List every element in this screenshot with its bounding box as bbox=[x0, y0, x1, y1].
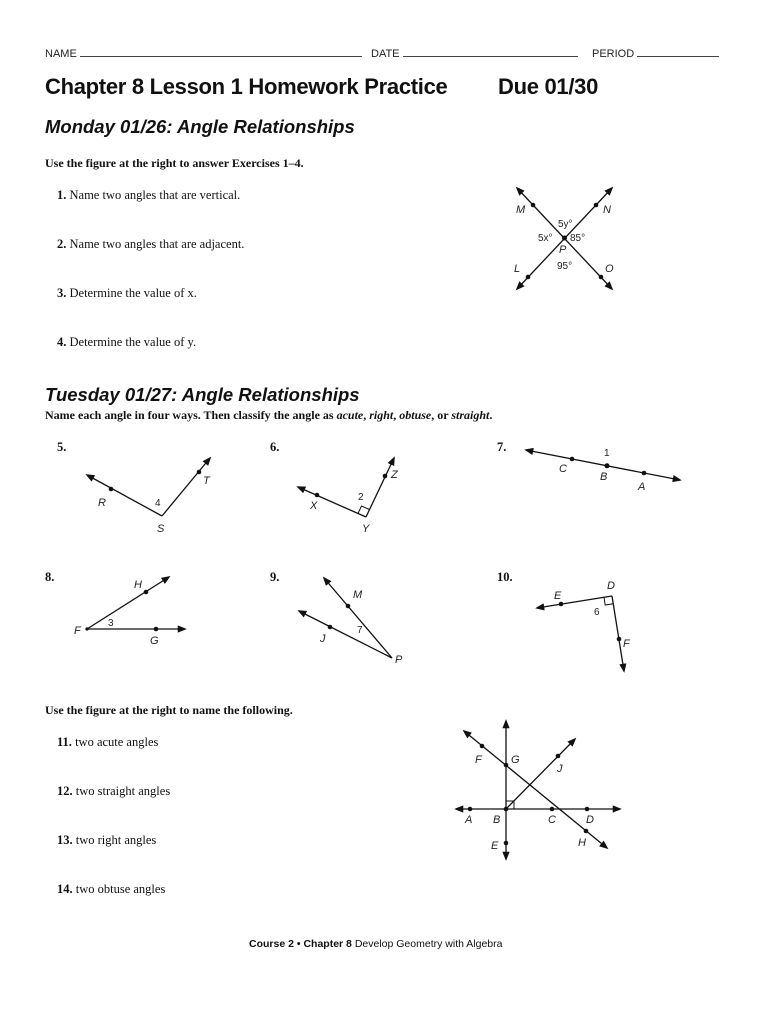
period-field-row bbox=[592, 46, 719, 60]
exercise-12 bbox=[57, 784, 170, 799]
label-l: L bbox=[514, 263, 521, 275]
angle-3: 3 bbox=[108, 618, 114, 629]
angle-5y: 5y° bbox=[558, 219, 573, 230]
tuesday-heading: Tuesday 01/27: Angle Relationships bbox=[45, 384, 360, 405]
exercise-text: two right angles bbox=[75, 833, 157, 847]
angle-7: 7 bbox=[357, 625, 363, 636]
label-t: T bbox=[203, 475, 210, 487]
label-r: R bbox=[98, 497, 106, 509]
label-p: P bbox=[559, 244, 567, 256]
exercise-11 bbox=[57, 735, 158, 750]
exercise-14 bbox=[57, 882, 165, 897]
straight-angle-figure bbox=[510, 440, 695, 500]
angle-6: 6 bbox=[594, 607, 600, 618]
instruction-lead: Name each angle in four ways. Then classify the angle as bbox=[45, 408, 337, 422]
name-blank[interactable] bbox=[80, 46, 362, 57]
problem-7-number: 7. bbox=[497, 440, 507, 454]
page-title: Chapter 8 Lesson 1 Homework Practice bbox=[45, 74, 448, 99]
exercise-3 bbox=[57, 286, 197, 301]
label-a: A bbox=[465, 814, 473, 826]
footer-course: Course 2 bbox=[249, 938, 294, 950]
label-x: X bbox=[310, 500, 318, 512]
point-o bbox=[599, 275, 604, 280]
label-y: Y bbox=[362, 523, 370, 535]
angle-rst-figure bbox=[80, 455, 240, 540]
exercise-text: Name two angles that are vertical. bbox=[69, 188, 241, 202]
label-g: G bbox=[150, 635, 159, 647]
monday-instruction: Use the figure at the right to answer Exercises 1–4. bbox=[45, 156, 304, 170]
exercise-number: 14. bbox=[57, 882, 73, 896]
footer-bullet: • bbox=[296, 938, 301, 950]
exercise-1 bbox=[57, 188, 240, 203]
exercise-text: Determine the value of x. bbox=[69, 286, 197, 300]
angle-4: 4 bbox=[155, 498, 161, 509]
label-h: H bbox=[134, 579, 142, 591]
angle-5x: 5x° bbox=[538, 233, 553, 244]
term-acute: acute bbox=[336, 408, 364, 422]
label-b: B bbox=[493, 814, 501, 826]
exercise-number: 11. bbox=[57, 735, 72, 749]
angle-85: 85° bbox=[570, 233, 586, 244]
monday-heading: Monday 01/26: Angle Relationships bbox=[45, 116, 355, 137]
angle-mpj-figure bbox=[290, 570, 420, 670]
period-blank[interactable] bbox=[637, 46, 719, 57]
label-z: Z bbox=[391, 469, 398, 481]
multi-line-figure bbox=[450, 715, 625, 863]
label-f: F bbox=[623, 638, 630, 650]
exercise-text: two obtuse angles bbox=[75, 882, 166, 896]
term-straight: straight bbox=[451, 408, 490, 422]
point-m bbox=[531, 203, 536, 208]
exercise-number: 4. bbox=[57, 335, 67, 349]
problem-6-number: 6. bbox=[270, 440, 280, 454]
footer-chapter: Chapter 8 bbox=[303, 938, 352, 950]
label-d: D bbox=[586, 814, 594, 826]
period-label: PERIOD bbox=[592, 48, 635, 60]
exercise-4 bbox=[57, 335, 196, 350]
label-f: F bbox=[74, 625, 81, 637]
problem-9-number: 9. bbox=[270, 570, 280, 584]
angle-hfg-figure bbox=[70, 570, 195, 650]
date-blank[interactable] bbox=[403, 46, 578, 57]
date-field-row bbox=[371, 46, 578, 60]
tuesday-instruction: Name each angle in four ways. Then classify the angle as acute, right, obtuse, or straight. bbox=[45, 408, 493, 422]
problem-8-number: 8. bbox=[45, 570, 55, 584]
intersecting-lines-figure bbox=[500, 180, 630, 295]
point-n bbox=[594, 203, 599, 208]
exercise-text: two straight angles bbox=[75, 784, 171, 798]
label-d: D bbox=[607, 580, 615, 592]
footer-chapter-title: Develop Geometry with Algebra bbox=[354, 938, 503, 950]
label-n: N bbox=[603, 204, 611, 216]
term-obtuse: obtuse bbox=[399, 408, 432, 422]
exercise-number: 1. bbox=[57, 188, 67, 202]
angle-edf-figure bbox=[525, 570, 640, 680]
point-l bbox=[526, 275, 531, 280]
exercise-2 bbox=[57, 237, 244, 252]
label-f: F bbox=[475, 754, 482, 766]
page-footer bbox=[249, 938, 502, 950]
due-date: Due 01/30 bbox=[498, 74, 599, 99]
label-m: M bbox=[353, 589, 363, 601]
exercise-text: Determine the value of y. bbox=[69, 335, 197, 349]
angle-1: 1 bbox=[604, 448, 610, 459]
term-right: right bbox=[369, 408, 394, 422]
label-a: A bbox=[638, 481, 646, 493]
label-g: G bbox=[511, 754, 520, 766]
name-label: NAME bbox=[45, 48, 77, 60]
angle-2: 2 bbox=[358, 492, 364, 503]
problem-5-number: 5. bbox=[57, 440, 67, 454]
label-p: P bbox=[395, 654, 403, 666]
label-o: O bbox=[605, 263, 614, 275]
label-h: H bbox=[578, 837, 586, 849]
point-p bbox=[562, 236, 567, 241]
date-label: DATE bbox=[371, 48, 400, 60]
exercise-number: 12. bbox=[57, 784, 73, 798]
label-c: C bbox=[548, 814, 556, 826]
exercise-number: 13. bbox=[57, 833, 73, 847]
angle-95: 95° bbox=[557, 261, 573, 272]
label-e: E bbox=[554, 590, 562, 602]
label-e: E bbox=[491, 840, 499, 852]
naming-instruction: Use the figure at the right to name the following. bbox=[45, 703, 293, 717]
exercise-number: 3. bbox=[57, 286, 67, 300]
problem-10-number: 10. bbox=[497, 570, 513, 584]
exercise-number: 2. bbox=[57, 237, 67, 251]
name-field-row bbox=[45, 46, 362, 60]
label-s: S bbox=[157, 523, 165, 535]
label-j: J bbox=[320, 633, 326, 645]
exercise-text: Name two angles that are adjacent. bbox=[69, 237, 245, 251]
exercise-text: two acute angles bbox=[75, 735, 159, 749]
exercise-13 bbox=[57, 833, 156, 848]
angle-xyz-figure bbox=[290, 455, 420, 540]
label-b: B bbox=[600, 471, 608, 483]
label-c: C bbox=[559, 463, 567, 475]
label-j: J bbox=[557, 763, 563, 775]
label-m: M bbox=[516, 204, 526, 216]
